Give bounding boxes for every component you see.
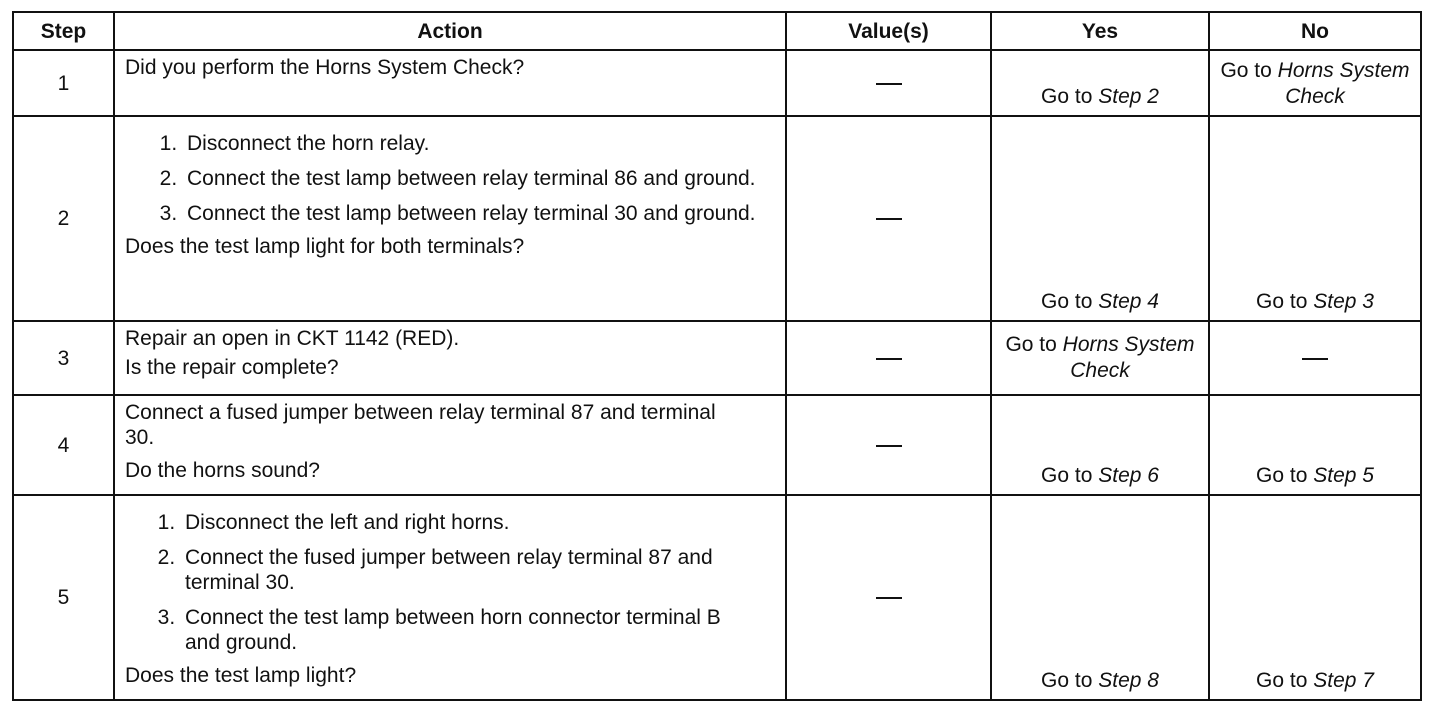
yes-link[interactable]: Step 2 — [1098, 85, 1159, 108]
no-cell[interactable] — [1209, 116, 1421, 321]
no-link[interactable]: Step 5 — [1313, 464, 1374, 487]
action-cell — [114, 321, 786, 395]
header-action: Action — [114, 12, 786, 50]
list-item: 2. Connect the fused jumper between relay terminal 87 and terminal 30. — [181, 545, 745, 595]
action-question: Do the horns sound? — [125, 459, 320, 482]
action-text: Repair an open in CKT 1142 (RED). — [125, 327, 460, 350]
dash-mark — [876, 83, 902, 85]
action-cell — [114, 50, 786, 116]
action-cell — [114, 495, 786, 700]
header-step: Step — [13, 12, 114, 50]
list-item: 3. Connect the test lamp between horn connector terminal B and ground. — [181, 605, 745, 655]
no-cell — [1209, 321, 1421, 395]
table-row — [13, 321, 1421, 395]
action-cell — [114, 116, 786, 321]
value-cell — [786, 495, 991, 700]
header-yes: Yes — [991, 12, 1209, 50]
header-values: Value(s) — [786, 12, 991, 50]
action-list — [125, 131, 775, 226]
yes-cell[interactable] — [991, 116, 1209, 321]
dash-mark — [876, 358, 902, 360]
action-question: Is the repair complete? — [125, 356, 339, 379]
yes-prefix: Go to — [1041, 669, 1093, 692]
step-number: 2 — [13, 116, 114, 321]
list-item: 1. Disconnect the horn relay. — [183, 131, 775, 156]
no-link[interactable]: Step 3 — [1313, 290, 1374, 313]
no-cell[interactable] — [1209, 495, 1421, 700]
no-prefix: Go to — [1220, 59, 1272, 82]
no-prefix: Go to — [1256, 464, 1308, 487]
yes-link[interactable]: Step 4 — [1098, 290, 1159, 313]
yes-cell[interactable] — [991, 495, 1209, 700]
step-number: 1 — [13, 50, 114, 116]
yes-prefix: Go to — [1041, 464, 1093, 487]
no-prefix: Go to — [1256, 669, 1308, 692]
yes-cell[interactable] — [991, 50, 1209, 116]
yes-link[interactable]: Horns System Check — [1062, 333, 1195, 382]
value-cell — [786, 116, 991, 321]
yes-cell[interactable] — [991, 321, 1209, 395]
value-cell — [786, 321, 991, 395]
diagnostic-table — [12, 11, 1422, 701]
action-question: Did you perform the Horns System Check? — [125, 56, 525, 79]
yes-prefix: Go to — [1041, 290, 1093, 313]
step-number: 5 — [13, 495, 114, 700]
dash-mark — [876, 597, 902, 599]
step-number: 3 — [13, 321, 114, 395]
list-item: 1. Disconnect the left and right horns. — [181, 510, 745, 535]
table-row — [13, 395, 1421, 495]
yes-prefix: Go to — [1041, 85, 1093, 108]
header-row — [13, 12, 1421, 50]
value-cell — [786, 50, 991, 116]
yes-cell[interactable] — [991, 395, 1209, 495]
list-item: 2. Connect the test lamp between relay terminal 86 and ground. — [183, 166, 775, 191]
yes-link[interactable]: Step 6 — [1098, 464, 1159, 487]
value-cell — [786, 395, 991, 495]
dash-mark — [1302, 358, 1328, 360]
action-list — [125, 510, 775, 655]
dash-mark — [876, 445, 902, 447]
table-row — [13, 495, 1421, 700]
action-text: Connect a fused jumper between relay terminal 87 and terminal 30. — [125, 401, 716, 449]
no-cell[interactable] — [1209, 50, 1421, 116]
no-prefix: Go to — [1256, 290, 1308, 313]
step-number: 4 — [13, 395, 114, 495]
header-no: No — [1209, 12, 1421, 50]
list-item: 3. Connect the test lamp between relay terminal 30 and ground. — [183, 201, 775, 226]
table-row — [13, 50, 1421, 116]
action-cell — [114, 395, 786, 495]
action-question: Does the test lamp light? — [125, 664, 357, 687]
no-cell[interactable] — [1209, 395, 1421, 495]
yes-prefix: Go to — [1005, 333, 1057, 356]
yes-link[interactable]: Step 8 — [1098, 669, 1159, 692]
dash-mark — [876, 218, 902, 220]
no-link[interactable]: Step 7 — [1313, 669, 1374, 692]
table-row — [13, 116, 1421, 321]
action-question: Does the test lamp light for both terminals? — [125, 235, 525, 258]
no-link[interactable]: Horns System Check — [1277, 59, 1410, 108]
